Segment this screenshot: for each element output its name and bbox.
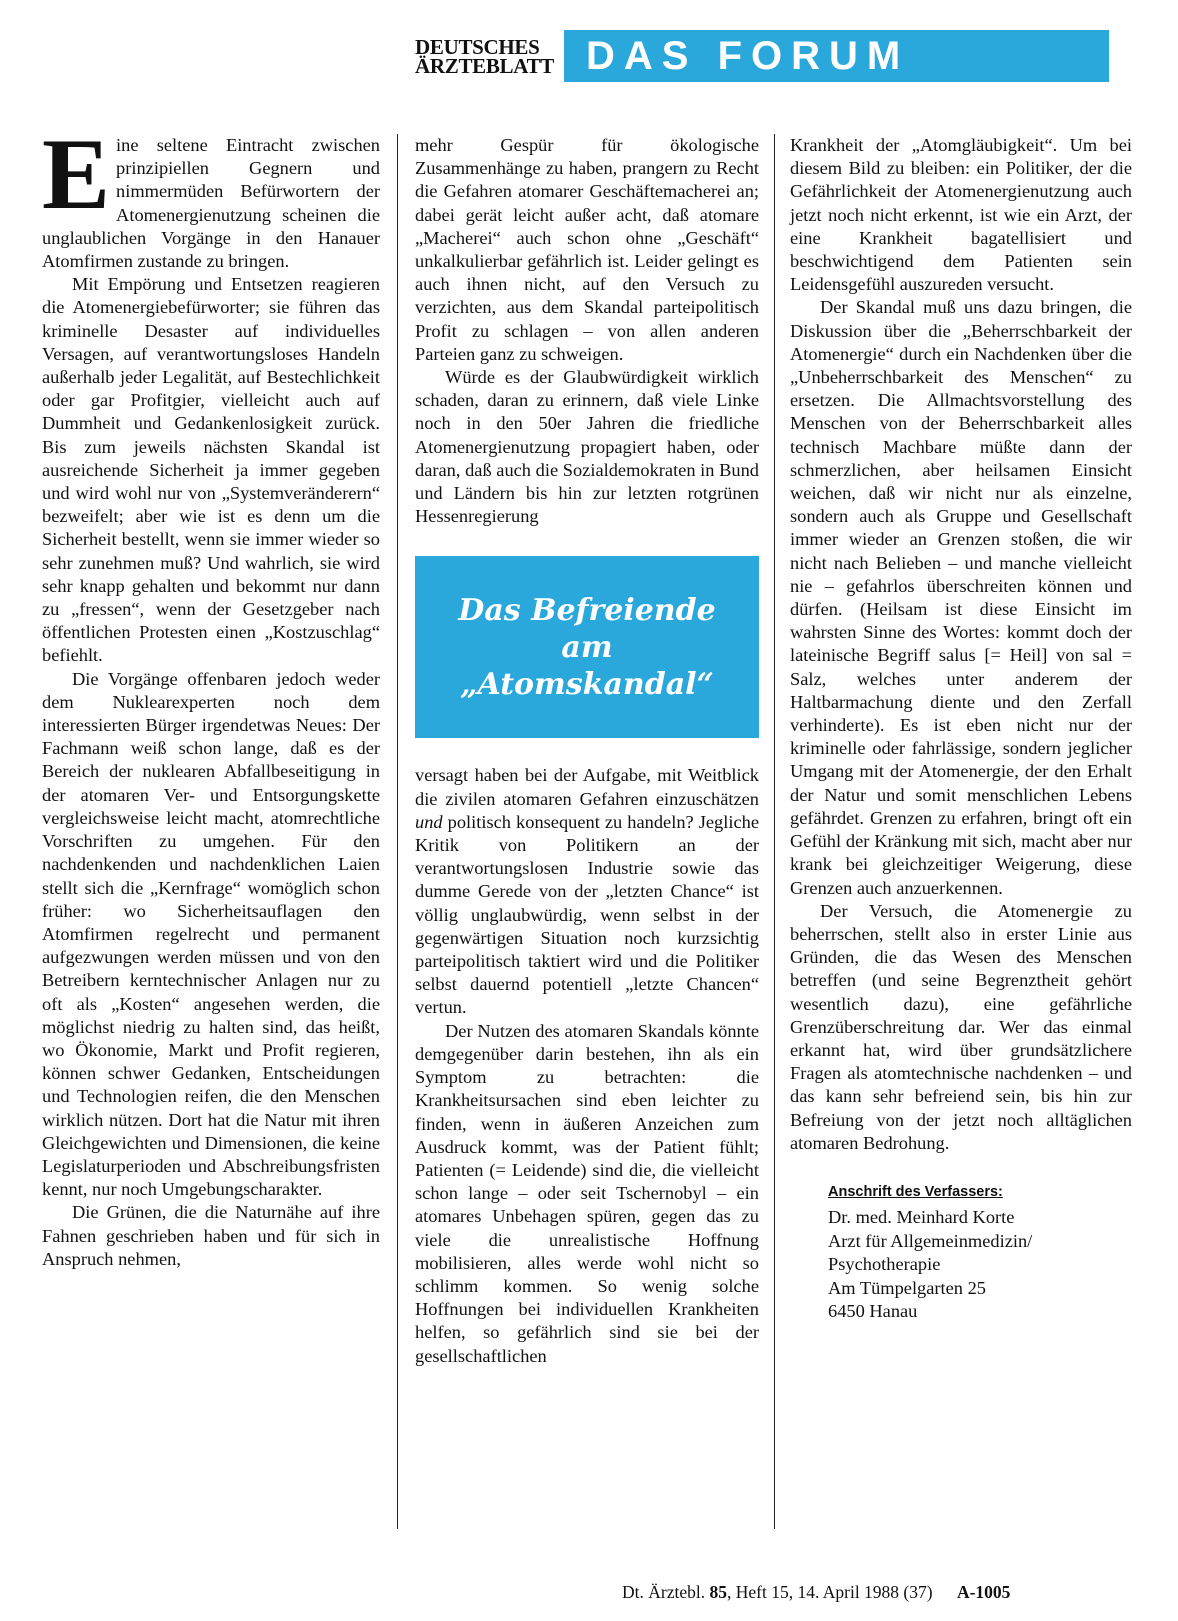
article-paragraph: mehr Gespür für ökologische Zusammenhänge zu haben, prangern zu Recht die Gefahren atomarer Geschäftemacherei an; dabei gerät leicht außer acht, daß atomare „Macherei“ auch schon ohne „Geschäft“ unkalkulierbar gefährlich ist. Leider gelingt es auch ihnen nicht, auf den Versuch zu verzichten, aus dem Skandal parteipolitisch Profit zu schlagen – von allen anderen Parteien ganz zu schweigen. — [415, 135, 759, 364]
article-paragraph: Krankheit der „Atomgläubigkeit“. Um bei diesem Bild zu bleiben: ein Politiker, der die Gefährlichkeit der Atomenergienutzung auch jetzt noch nicht erkennt, ist wie ein Arzt, der eine Krankheit bagatellisiert und beschwichtigend dem Patienten sein Leidensgefühl auszureden versucht. — [790, 135, 1132, 295]
author-address-heading: Anschrift des Verfassers: — [828, 1183, 1003, 1200]
pull-quote-line: Das Befreiende — [458, 592, 716, 628]
column-divider — [774, 134, 775, 1529]
page-footer — [622, 1582, 1010, 1603]
brand-line-2: ÄRZTEBLATT — [415, 54, 554, 78]
journal-logo — [415, 30, 564, 82]
article-column-1 — [42, 118, 380, 1529]
article-paragraph: Der Versuch, die Atomenergie zu beherrschen, stellt also in erster Linie aus Gründen, die das Wesen des Menschen betreffen (und seine Begrenztheit gehört wesentlich dazu), eine gefährliche Grenzüberschreitung dar. Wer das einmal erkannt hat, wird über grundsätzlichere Fragen als atomtechnische nachdenken – und das kann sehr befreiend sein, bis hin zur Befreiung von der jetzt noch alltäglichen atomaren Bedrohung. — [790, 900, 1132, 1153]
article-paragraph — [42, 118, 380, 273]
author-city: 6450 Hanau — [828, 1301, 918, 1322]
section-title: DAS FORUM — [586, 33, 910, 78]
article-column-2 — [415, 134, 759, 1368]
pull-quote-line: am — [561, 629, 613, 665]
footer-journal: Dt. Ärztebl. — [622, 1582, 706, 1602]
article-paragraph — [415, 764, 759, 1019]
pull-quote-line: „Atomskandal“ — [460, 666, 714, 702]
author-street: Am Tümpelgarten 25 — [828, 1277, 986, 1298]
article-paragraph: Die Vorgänge offenbaren jedoch weder dem Nuklearexperten noch dem interessierten Bürger irgendetwas Neues: Der Fachmann weiß schon lange, daß es der Bereich der nuklearen Abfallbeseitigung in der atomaren Ver- und Entsorgungskette vergleichsweise leicht macht, atomrechtliche Vorschriften zu umgehen. Für den nachdenkenden und nachdenklichen Laien stellt sich die „Kernfrage“ womöglich schon früher: wo Sicherheitsauflagen den Atomfirmen regelrecht und permanent aufgezwungen werden müssen und von den Betreibern kerntechnischer Anlagen nur zu oft als „Kosten“ angesehen werden, die möglichst niedrig zu halten sind, das heißt, wo Ökonomie, Markt und Profit regieren, können schwer Gedanken, Entscheidungen und Technologien reifen, die den Menschen wirklich nützen. Dort hat die Natur mit ihren Gleichgewichten und Dimensionen, die keine Legislaturperioden und Abschreibungsfristen kennt, nur noch Umgebungscharakter. — [42, 668, 380, 1200]
page-number: A-1005 — [956, 1582, 1011, 1602]
section-banner — [564, 30, 1109, 82]
pull-quote-box — [415, 556, 759, 738]
column-divider — [397, 134, 398, 1529]
article-paragraph: Der Skandal muß uns dazu bringen, die Diskussion über die „Beherrschbarkeit der Atomenergie“ durch ein Nachdenken über die „Unbeherrschbarkeit des Menschen“ zu ersetzen. Die Allmachtsvorstellung des Menschen von der Beherrschbarkeit alles technisch Machbare müßte dann der schmerzlichen, aber heilsamen Einsicht weichen, daß wir nicht nur als einzelne, sondern auch als Gruppe und Gesellschaft immer wieder an Grenzen stoßen, die wir nicht nach Belieben – und manche vielleicht nie – gefahrlos überschreiten können und dürfen. (Heilsam ist diese Einsicht im wahrsten Sinne des Wortes: kommt doch der lateinische Begriff salus [= Heil] von sal = Salz, welches unter anderem der Haltbarmachung diente und den Zerfall verhinderte). Es ist eben nicht nur der kriminelle oder fahrlässige, sondern jeglicher Umgang mit der Atomenergie, der den Erhalt der Natur und somit menschlichen Lebens gefährdet. Grenzen zu erfahren, bringt oft ein Gefühl der Kränkung mit sich, macht aber nur krank bei gleichzeitiger Weigerung, diese Grenzen auch anzuerkennen. — [790, 297, 1132, 898]
masthead — [415, 30, 1109, 82]
article-paragraph: Mit Empörung und Entsetzen reagieren die Atomenergiebefürworter; sie führen das kriminelle Desaster auf individuelles Versagen, auf verantwortungsloses Handeln außerhalb jeder Legalität, auf Bestechlichkeit oder gar Profitgier, vielleicht auch auf Dummheit und Gedankenlosigkeit zurück. Bis zum jeweils nächsten Skandal ist ausreichende Sicherheit ja immer gegeben und wird wohl nur von „Systemveränderern“ bezweifelt; aber wie ist es denn um die Sicherheit bestellt, wenn sie immer wieder so sehr zunehmen muß? Und wahrlich, sie wird sehr knapp gehalten und bekommt nur dann zu „fressen“, wenn der Gesetzgeber nach öffentlichen Protesten einen „Kostzuschlag“ befiehlt. — [42, 274, 380, 666]
author-address — [828, 1181, 1132, 1324]
author-specialty: Psychotherapie — [828, 1254, 941, 1275]
paragraph-text: politisch konsequent zu handeln? Jegliche Kritik von Politikern an der verantwortungslosen Industrie sowie das dumme Gerede von der „letzten Chance“ ist völlig unglaubwürdig, wenn selbst in der gegenwärtigen Situation noch kurzsichtig parteipolitisch taktiert wird und die Politiker selbst dauernd potentiell „letzte Chancen“ vertun. — [415, 811, 759, 1018]
article-paragraph: Die Grünen, die die Naturnähe auf ihre Fahnen geschrieben haben und für sich in Anspruch nehmen, — [42, 1202, 380, 1269]
brand-line-1: DEUTSCHES — [415, 35, 540, 59]
emphasis: und — [415, 811, 443, 832]
author-name: Dr. med. Meinhard Korte — [828, 1207, 1015, 1228]
footer-issue-date: , Heft 15, 14. April 1988 (37) — [726, 1582, 933, 1602]
article-column-3 — [790, 134, 1132, 1324]
article-paragraph: Würde es der Glaubwürdigkeit wirklich schaden, daran zu erinnern, daß viele Linke noch in den 50er Jahren die friedliche Atomenergienutzung propagiert haben, oder daran, daß auch die Sozialdemokraten in Bund und Ländern bis hin zur letzten rotgrünen Hessenregierung — [415, 367, 759, 527]
author-title: Arzt für Allgemeinmedizin/ — [828, 1230, 1033, 1251]
footer-volume: 85 — [709, 1582, 727, 1602]
article-paragraph: Der Nutzen des atomaren Skandals könnte demgegenüber darin bestehen, ihn als ein Symptom zu betrachten: die Krankheitsursachen sind eben leichter zu finden, wenn in äußeren Anzeichen zum Ausdruck kommt, was der Patient fühlt; Patienten (= Leidende) sind die, die vielleicht schon lange – oder seit Tschernobyl – ein atomares Unbehagen spüren, gegen das zu viele die unrealistische Hoffnung mobilisieren, alles werde wohl nicht so schlimm kommen. So wenig solche Hoffnungen bei individuellen Krankheiten helfen, so gefährlich sind sie bei der gesellschaftlichen — [415, 1020, 759, 1366]
paragraph-text: ine seltene Eintracht zwischen prinzipiellen Gegnern und nimmermüden Befürwortern der Atomenergienutzung scheinen die unglaublichen Vorgänge in den Hanauer Atomfirmen zustande zu bringen. — [42, 135, 380, 272]
drop-cap: E — [42, 118, 111, 231]
paragraph-text: versagt haben bei der Aufgabe, mit Weitblick die zivilen atomaren Gefahren einzuschätzen — [415, 765, 759, 809]
